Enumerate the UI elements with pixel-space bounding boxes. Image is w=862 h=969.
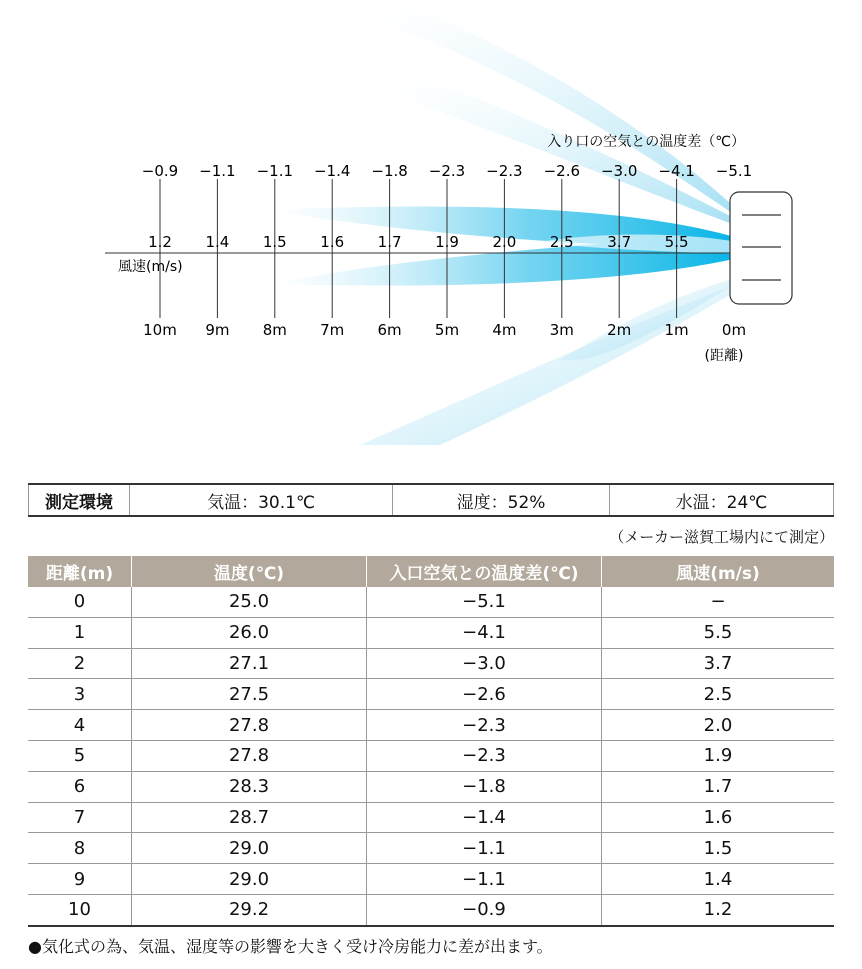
table-cell: 5 — [28, 740, 132, 771]
wind-speed-label: 3.7 — [607, 233, 632, 251]
temp-diff-label: −0.9 — [141, 162, 179, 180]
table-cell: 1.7 — [602, 771, 835, 802]
header-distance: 距離(m) — [28, 556, 132, 587]
environment-table — [28, 483, 834, 517]
unit-icon — [730, 192, 792, 304]
table-cell: 5.5 — [602, 617, 835, 648]
air-temp: 気温：30.1℃ — [130, 484, 393, 516]
distance-label: 4m — [492, 321, 517, 339]
wind-speed-label: 1.5 — [262, 233, 287, 251]
table-cell: 1.9 — [602, 740, 835, 771]
header-wind-speed: 風速(m/s) — [602, 556, 835, 587]
distance-label: 2m — [607, 321, 632, 339]
table-cell: −2.3 — [367, 710, 602, 741]
distance-label: 9m — [205, 321, 230, 339]
table-cell: 3 — [28, 679, 132, 710]
table-cell: 29.0 — [132, 864, 367, 895]
table-cell: 27.8 — [132, 710, 367, 741]
distance-label: 6m — [377, 321, 402, 339]
table-row — [28, 679, 834, 710]
table-cell: −0.9 — [367, 894, 602, 925]
environment-label: 測定環境 — [29, 484, 130, 516]
table-body — [28, 587, 834, 926]
header-temperature: 温度(℃) — [132, 556, 367, 587]
temp-diff-label: −4.1 — [658, 162, 695, 180]
table-cell: 2 — [28, 648, 132, 679]
table-cell: 25.0 — [132, 587, 367, 617]
wind-speed-label: 1.7 — [377, 233, 402, 251]
wind-speed-label: 2.5 — [549, 233, 574, 251]
measurement-table — [28, 556, 834, 927]
temp-diff-label: −3.0 — [600, 162, 638, 180]
temp-diff-label: −1.8 — [371, 162, 408, 180]
distance-label: 5m — [434, 321, 460, 339]
table-cell: −1.4 — [367, 802, 602, 833]
table-row — [28, 617, 834, 648]
table-cell: −1.8 — [367, 771, 602, 802]
temp-diff-label: −1.1 — [256, 162, 294, 180]
temp-diff-label: −5.1 — [715, 162, 753, 180]
table-cell: −2.3 — [367, 740, 602, 771]
table-row — [28, 771, 834, 802]
table-cell: 26.0 — [132, 617, 367, 648]
table-cell: − — [602, 587, 835, 617]
table-cell: 29.2 — [132, 894, 367, 925]
top-axis-label: 入り口の空気との温度差（℃） — [547, 134, 745, 150]
distance-label: 3m — [549, 321, 574, 339]
airflow-diagram — [0, 0, 862, 470]
table-cell: 1.2 — [602, 894, 835, 925]
temp-diff-label: −2.3 — [428, 162, 466, 180]
table-row — [28, 894, 834, 925]
upper-plume — [350, 10, 738, 215]
table-cell: 29.0 — [132, 833, 367, 864]
water-temp: 水温：24℃ — [610, 484, 834, 516]
table-cell: 9 — [28, 864, 132, 895]
table-cell: 27.5 — [132, 679, 367, 710]
distance-label: 10m — [143, 321, 177, 339]
table-cell: 27.1 — [132, 648, 367, 679]
table-cell: 28.3 — [132, 771, 367, 802]
table-cell: 7 — [28, 802, 132, 833]
table-cell: 8 — [28, 833, 132, 864]
table-cell: 4 — [28, 710, 132, 741]
distance-label: 1m — [664, 321, 689, 339]
table-cell: 3.7 — [602, 648, 835, 679]
table-cell: 28.7 — [132, 802, 367, 833]
wind-speed-label: 1.9 — [435, 233, 459, 251]
table-cell: 2.5 — [602, 679, 835, 710]
table-cell: −5.1 — [367, 587, 602, 617]
table-row — [28, 864, 834, 895]
table-row — [28, 587, 834, 617]
temp-diff-label: −2.6 — [543, 162, 581, 180]
distance-note: (距離) — [704, 348, 744, 364]
table-cell: 27.8 — [132, 740, 367, 771]
table-cell: −3.0 — [367, 648, 602, 679]
wind-speed-label: 2.0 — [492, 233, 517, 251]
wind-speed-label: 1.2 — [148, 233, 172, 251]
table-header-row — [28, 556, 834, 587]
wind-speed-label: 1.6 — [320, 233, 345, 251]
table-cell: −1.1 — [367, 833, 602, 864]
table-row — [28, 710, 834, 741]
table-cell: 10 — [28, 894, 132, 925]
footnote: ●気化式の為、気温、湿度等の影響を大きく受け冷房能力に差が出ます。 — [28, 937, 553, 956]
distance-label: 8m — [262, 321, 287, 339]
table-row — [28, 833, 834, 864]
table-cell: 1.4 — [602, 864, 835, 895]
wind-speed-label: 1.4 — [205, 233, 230, 251]
table-row — [28, 740, 834, 771]
table-row — [28, 648, 834, 679]
table-cell: 1 — [28, 617, 132, 648]
table-cell: 0 — [28, 587, 132, 617]
humidity: 湿度：52% — [393, 484, 610, 516]
table-cell: 1.5 — [602, 833, 835, 864]
table-cell: 1.6 — [602, 802, 835, 833]
table-cell: −4.1 — [367, 617, 602, 648]
table-cell: 2.0 — [602, 710, 835, 741]
table-cell: −2.6 — [367, 679, 602, 710]
header-temp-diff: 入口空気との温度差(℃) — [367, 556, 602, 587]
measurement-note: （メーカー滋賀工場内にて測定） — [609, 528, 834, 546]
table-cell: −1.1 — [367, 864, 602, 895]
distance-label: 7m — [320, 321, 345, 339]
temp-diff-label: −2.3 — [486, 162, 523, 180]
temp-diff-label: −1.1 — [199, 162, 236, 180]
table-row — [28, 802, 834, 833]
distance-label: 0m — [721, 321, 747, 339]
temp-diff-label: −1.4 — [313, 162, 351, 180]
wind-speed-label: 5.5 — [664, 233, 689, 251]
table-cell: 6 — [28, 771, 132, 802]
speed-label: 風速(m/s) — [118, 259, 183, 275]
